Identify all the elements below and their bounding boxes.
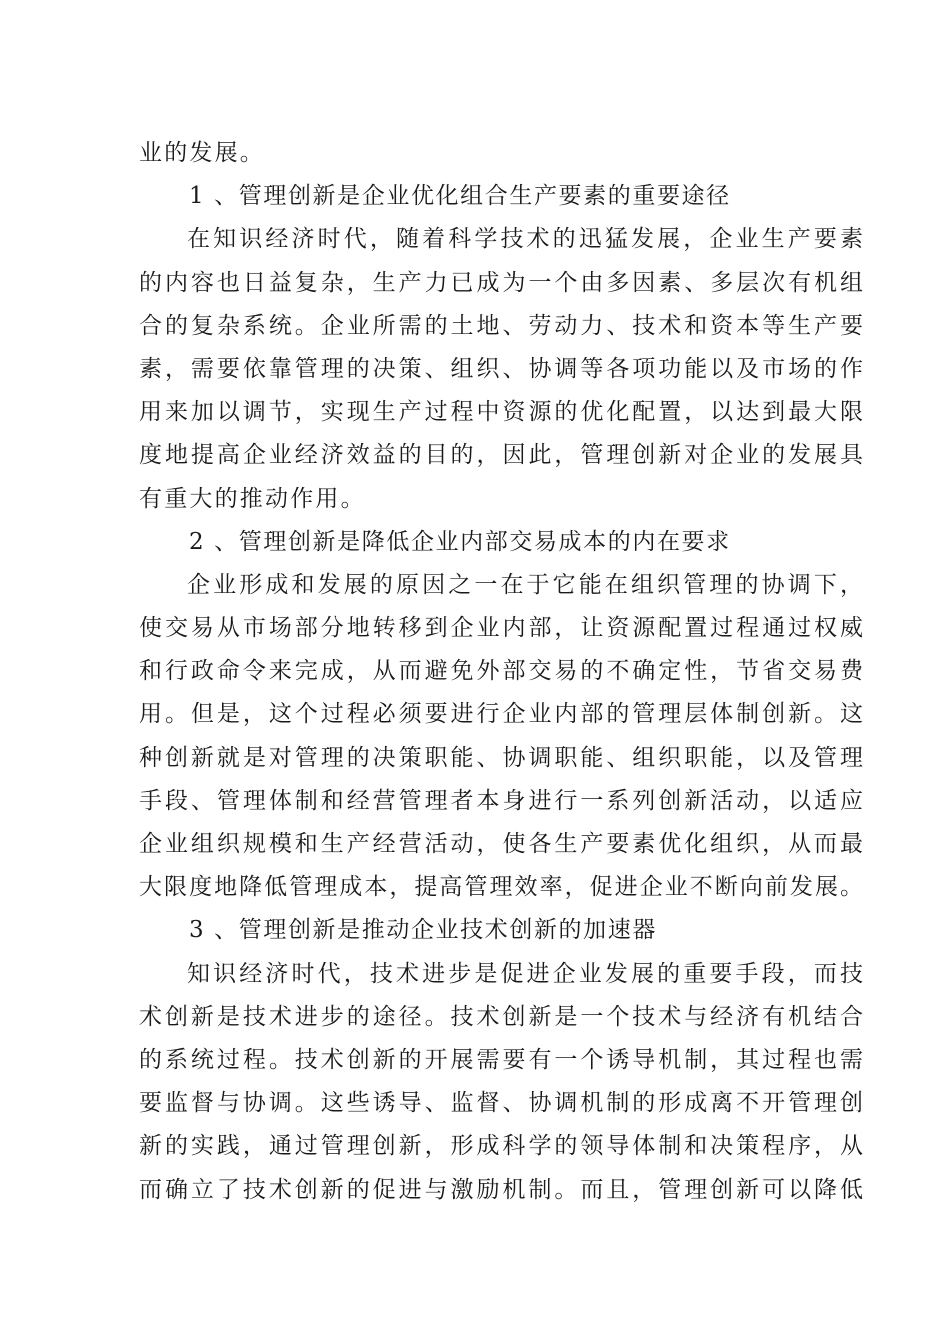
section-heading: 1 、管理创新是企业优化组合生产要素的重要途径 [189, 183, 731, 210]
text-line: 手段、管理体制和经营管理者本身进行一系列创新活动，以适应 [139, 787, 863, 814]
text-line: 有重大的推动作用。 [139, 485, 366, 512]
text-line: 的系统过程。技术创新的开展需要有一个诱导机制，其过程也需 [139, 1046, 863, 1073]
text-line: 的内容也日益复杂，生产力已成为一个由多因素、多层次有机组 [139, 269, 863, 296]
text-line: 用。但是，这个过程必须要进行企业内部的管理层体制创新。这 [139, 701, 863, 728]
text-line: 用来加以调节，实现生产过程中资源的优化配置，以达到最大限 [139, 399, 863, 426]
paragraph-first-line: 企业形成和发展的原因之一在于它能在组织管理的协调下， [187, 571, 863, 598]
text-line: 业的发展。 [139, 140, 265, 166]
text-line: 而确立了技术创新的促进与激励机制。而且，管理创新可以降低 [139, 1176, 863, 1203]
text-line: 企业组织规模和生产经营活动，使各生产要素优化组织，从而最 [139, 831, 863, 857]
text-line: 要监督与协调。这些诱导、监督、协调机制的形成离不开管理创 [139, 1090, 863, 1117]
text-line: 新的实践，通过管理创新，形成科学的领导体制和决策程序，从 [139, 1133, 863, 1160]
text-line: 素，需要依靠管理的决策、组织、协调等各项功能以及市场的作 [139, 355, 863, 382]
text-line: 术创新是技术进步的途径。技术创新是一个技术与经济有机结合 [139, 1003, 863, 1030]
text-line: 和行政命令来完成，从而避免外部交易的不确定性，节省交易费 [139, 658, 863, 685]
section-heading: 3 、管理创新是推动企业技术创新的加速器 [189, 917, 657, 944]
paragraph-first-line: 知识经济时代，技术进步是促进企业发展的重要手段，而技 [187, 960, 863, 987]
text-line: 合的复杂系统。企业所需的土地、劳动力、技术和资本等生产要 [139, 312, 863, 339]
section-heading: 2 、管理创新是降低企业内部交易成本的内在要求 [189, 528, 731, 555]
text-line: 使交易从市场部分地转移到企业内部，让资源配置过程通过权威 [139, 615, 863, 642]
paragraph-first-line: 在知识经济时代，随着科学技术的迅猛发展，企业生产要素 [187, 226, 863, 253]
document-page [139, 132, 863, 1212]
text-line: 种创新就是对管理的决策职能、协调职能、组织职能，以及管理 [139, 744, 863, 771]
text-line: 度地提高企业经济效益的目的，因此，管理创新对企业的发展具 [139, 442, 863, 469]
text-line: 大限度地降低管理成本，提高管理效率，促进企业不断向前发展。 [139, 874, 863, 901]
